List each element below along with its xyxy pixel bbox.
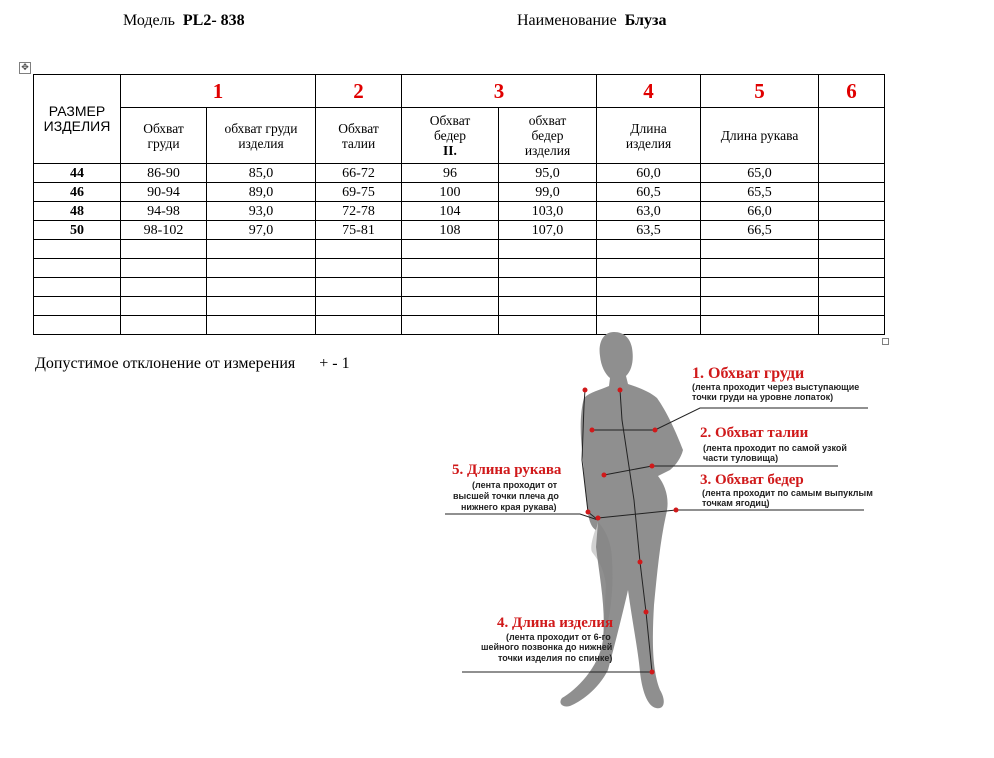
size-header-line: ИЗДЕЛИЯ: [43, 118, 111, 134]
table-cell: 104: [402, 202, 499, 221]
waist-label: [700, 425, 847, 463]
group-number: 2: [316, 75, 402, 108]
chest-title: 1. Обхват груди: [692, 365, 805, 382]
length-label: [481, 615, 613, 663]
column-header-line: груди: [147, 135, 180, 151]
waist-note: части туловища): [703, 453, 779, 463]
table-cell: 107,0: [499, 221, 597, 240]
sleeve-label: [452, 462, 562, 512]
size-cell: 48: [34, 202, 121, 221]
column-header-line: Обхват: [338, 120, 379, 136]
length-note: (лента проходит от 6-го: [506, 632, 611, 642]
hips-label: [700, 472, 873, 508]
table-cell: 95,0: [499, 164, 597, 183]
sleeve-title: 5. Длина рукава: [452, 462, 562, 478]
table-cell: 89,0: [207, 183, 316, 202]
column-header-line: Длина: [630, 120, 667, 136]
hips-note: (лента проходит по самым выпуклым: [702, 488, 873, 498]
column-header-line: талии: [341, 135, 376, 151]
waist-title: 2. Обхват талии: [700, 425, 809, 441]
model-label: Модель: [123, 12, 175, 29]
group-number: 4: [597, 75, 701, 108]
column-header-line: бедер: [433, 128, 467, 143]
column-header-line: Длина рукава: [720, 128, 799, 143]
table-cell: 85,0: [207, 164, 316, 183]
name-label: Наименование: [517, 12, 617, 29]
length-note: точки изделия по спинке): [498, 653, 613, 663]
column-header-line: изделия: [238, 135, 284, 151]
table-cell: 75-81: [316, 221, 402, 240]
table-cell: 60,0: [597, 164, 701, 183]
table-cell: 63,0: [597, 202, 701, 221]
table-cell: 72-78: [316, 202, 402, 221]
table-cell: 97,0: [207, 221, 316, 240]
table-cell: 60,5: [597, 183, 701, 202]
chest-note: (лента проходит через выступающие: [692, 382, 860, 392]
table-cell: 90-94: [121, 183, 207, 202]
table-cell: 66,0: [701, 202, 819, 221]
column-header-line: бедер: [531, 128, 564, 143]
table-cell: 65,0: [701, 164, 819, 183]
column-header-line: изделия: [625, 135, 672, 151]
name-value: Блуза: [624, 12, 667, 29]
length-note: шейного позвонка до нижней: [481, 642, 613, 652]
column-header-line: Обхват: [143, 120, 184, 136]
length-title: 4. Длина изделия: [497, 615, 614, 631]
table-move-handle[interactable]: ✥: [19, 62, 31, 74]
column-header-line: обхват груди: [224, 120, 298, 136]
column-header-line: II.: [443, 143, 457, 158]
size-cell: 50: [34, 221, 121, 240]
group-number: 5: [701, 75, 819, 108]
chest-note: точки груди на уровне лопаток): [692, 392, 834, 402]
waist-note: (лента проходит по самой узкой: [703, 443, 847, 453]
table-cell: 69-75: [316, 183, 402, 202]
table-cell: 94-98: [121, 202, 207, 221]
table-cell: 65,5: [701, 183, 819, 202]
table-cell: 66,5: [701, 221, 819, 240]
chest-label: [692, 365, 859, 402]
size-cell: 46: [34, 183, 121, 202]
hips-title: 3. Обхват бедер: [700, 472, 804, 488]
size-cell: 44: [34, 164, 121, 183]
table-cell: 63,5: [597, 221, 701, 240]
table-cell: 93,0: [207, 202, 316, 221]
table-cell: 96: [402, 164, 499, 183]
sleeve-note: нижнего края рукава): [461, 502, 557, 512]
group-number: 3: [402, 75, 597, 108]
table-cell: 98-102: [121, 221, 207, 240]
column-header-line: обхват: [528, 113, 567, 128]
model-value: PL2- 838: [182, 12, 245, 29]
sleeve-note: высшей точки плеча до: [453, 491, 559, 501]
size-header-line: РАЗМЕР: [48, 103, 106, 119]
hips-note: точкам ягодиц): [702, 498, 770, 508]
column-header-line: Обхват: [429, 113, 471, 128]
table-cell: 108: [402, 221, 499, 240]
column-header-line: изделия: [524, 143, 571, 158]
group-number: 6: [819, 75, 885, 108]
table-cell: 66-72: [316, 164, 402, 183]
tolerance-value: + - 1: [319, 355, 350, 372]
tolerance-label: Допустимое отклонение от измерения: [35, 355, 296, 372]
sleeve-note: (лента проходит от: [472, 480, 558, 490]
table-cell: 99,0: [499, 183, 597, 202]
table-cell: 103,0: [499, 202, 597, 221]
table-cell: 86-90: [121, 164, 207, 183]
table-cell: 100: [402, 183, 499, 202]
group-number: 1: [121, 75, 316, 108]
